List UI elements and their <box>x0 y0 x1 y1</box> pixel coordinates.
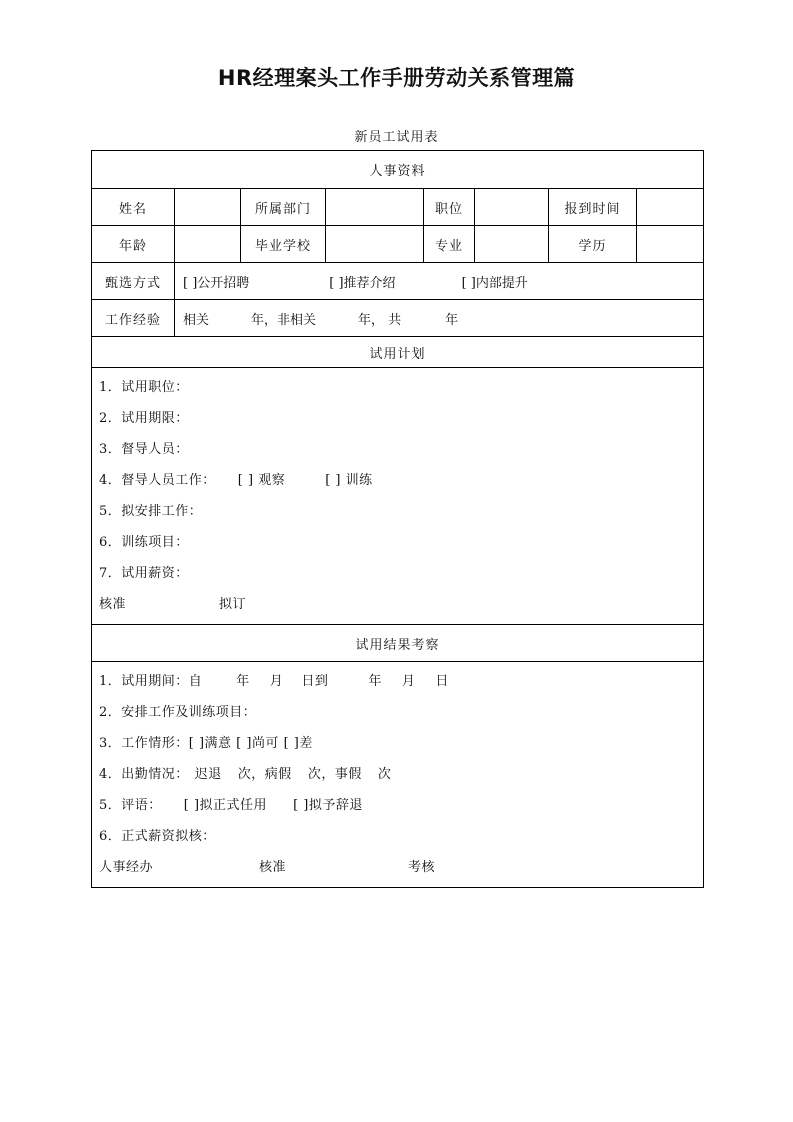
name-label: 姓名 <box>92 189 175 226</box>
attendance-label: 4．出勤情况： <box>99 767 189 782</box>
attendance-times: 次 <box>377 767 392 782</box>
result-item-comments <box>99 790 703 821</box>
exp-related: 相关 <box>183 312 210 328</box>
hr-handler-label: 人事经办 <box>99 860 154 875</box>
plan-item-position[interactable]: 1．试用职位： <box>99 380 189 395</box>
school-field[interactable] <box>326 226 424 263</box>
result-item-period[interactable] <box>99 666 703 697</box>
comments-label: 5．评语： <box>99 798 162 813</box>
result-section-header: 试用结果考察 <box>92 625 704 662</box>
plan-approve-label: 核准 <box>99 597 127 612</box>
period-day-2: 日 <box>435 674 449 689</box>
new-employee-probation-form <box>91 150 704 888</box>
plan-item-salary[interactable]: 7．试用薪资： <box>99 566 189 581</box>
department-field[interactable] <box>326 189 424 226</box>
age-field[interactable] <box>175 226 241 263</box>
exp-year: 年 <box>445 312 459 328</box>
result-approve-label: 核准 <box>259 860 287 875</box>
education-field[interactable] <box>637 226 704 263</box>
period-year-1: 年 <box>236 674 250 689</box>
position-field[interactable] <box>475 189 549 226</box>
option-internal-promotion[interactable]: [ ]内部提升 <box>461 275 528 291</box>
work-experience-field[interactable] <box>175 300 704 337</box>
education-label: 学历 <box>549 226 637 263</box>
period-year-2: 年 <box>368 674 382 689</box>
plan-item-supervisor-work <box>99 465 703 496</box>
result-item-attendance[interactable] <box>99 759 703 790</box>
work-experience-label: 工作经验 <box>92 300 175 337</box>
plan-item-period[interactable]: 2．试用期限： <box>99 411 189 426</box>
attendance-personal: 次，事假 <box>307 767 362 782</box>
plan-item-training[interactable]: 6．训练项目： <box>99 535 189 550</box>
option-dismiss[interactable]: [ ]拟予辞退 <box>293 798 363 813</box>
supervisor-work-label: 4．督导人员工作： <box>99 473 216 488</box>
plan-signatures <box>99 589 703 620</box>
age-label: 年龄 <box>92 226 175 263</box>
selection-method-options <box>175 263 704 300</box>
report-date-field[interactable] <box>637 189 704 226</box>
major-field[interactable] <box>475 226 549 263</box>
department-label: 所属部门 <box>241 189 326 226</box>
personnel-section-header: 人事资料 <box>92 151 704 189</box>
plan-draft-label: 拟订 <box>219 597 247 612</box>
period-from-label: 1．试用期间：自 <box>99 674 203 689</box>
result-item-assignments[interactable]: 2．安排工作及训练项目： <box>99 705 257 720</box>
option-formal-hire[interactable]: [ ]拟正式任用 <box>183 798 268 813</box>
result-item-performance[interactable]: 3．工作情形：[ ]满意 [ ]尚可 [ ]差 <box>99 736 313 751</box>
major-label: 专业 <box>424 226 475 263</box>
plan-section-body <box>92 368 704 625</box>
plan-item-supervisor[interactable]: 3．督导人员： <box>99 442 189 457</box>
school-label: 毕业学校 <box>241 226 326 263</box>
option-train[interactable]: [ ] 训练 <box>325 473 373 488</box>
attendance-sick: 次，病假 <box>237 767 292 782</box>
name-field[interactable] <box>175 189 241 226</box>
period-month-2: 月 <box>401 674 416 689</box>
option-public-recruit[interactable]: [ ]公开招聘 <box>183 275 250 291</box>
option-observe[interactable]: [ ] 观察 <box>237 473 286 488</box>
report-date-label: 报到时间 <box>549 189 637 226</box>
period-month-1: 月 <box>269 674 284 689</box>
document-title: HR经理案头工作手册劳动关系管理篇 <box>217 66 576 90</box>
result-section-body <box>92 662 704 888</box>
period-day-to: 日到 <box>301 674 329 689</box>
attendance-late: 迟退 <box>194 767 222 782</box>
plan-item-assigned-work[interactable]: 5．拟安排工作： <box>99 504 203 519</box>
option-referral[interactable]: [ ]推荐介绍 <box>329 275 396 291</box>
form-title: 新员工试用表 <box>354 130 439 145</box>
position-label: 职位 <box>424 189 475 226</box>
result-signatures <box>99 852 703 883</box>
exp-total: 年， 共 <box>358 312 402 328</box>
result-review-label: 考核 <box>408 860 436 875</box>
plan-section-header: 试用计划 <box>92 337 704 368</box>
exp-unrelated: 年，非相关 <box>251 312 317 328</box>
selection-method-label: 甄选方式 <box>92 263 175 300</box>
result-item-formal-salary[interactable]: 6．正式薪资拟核： <box>99 829 216 844</box>
